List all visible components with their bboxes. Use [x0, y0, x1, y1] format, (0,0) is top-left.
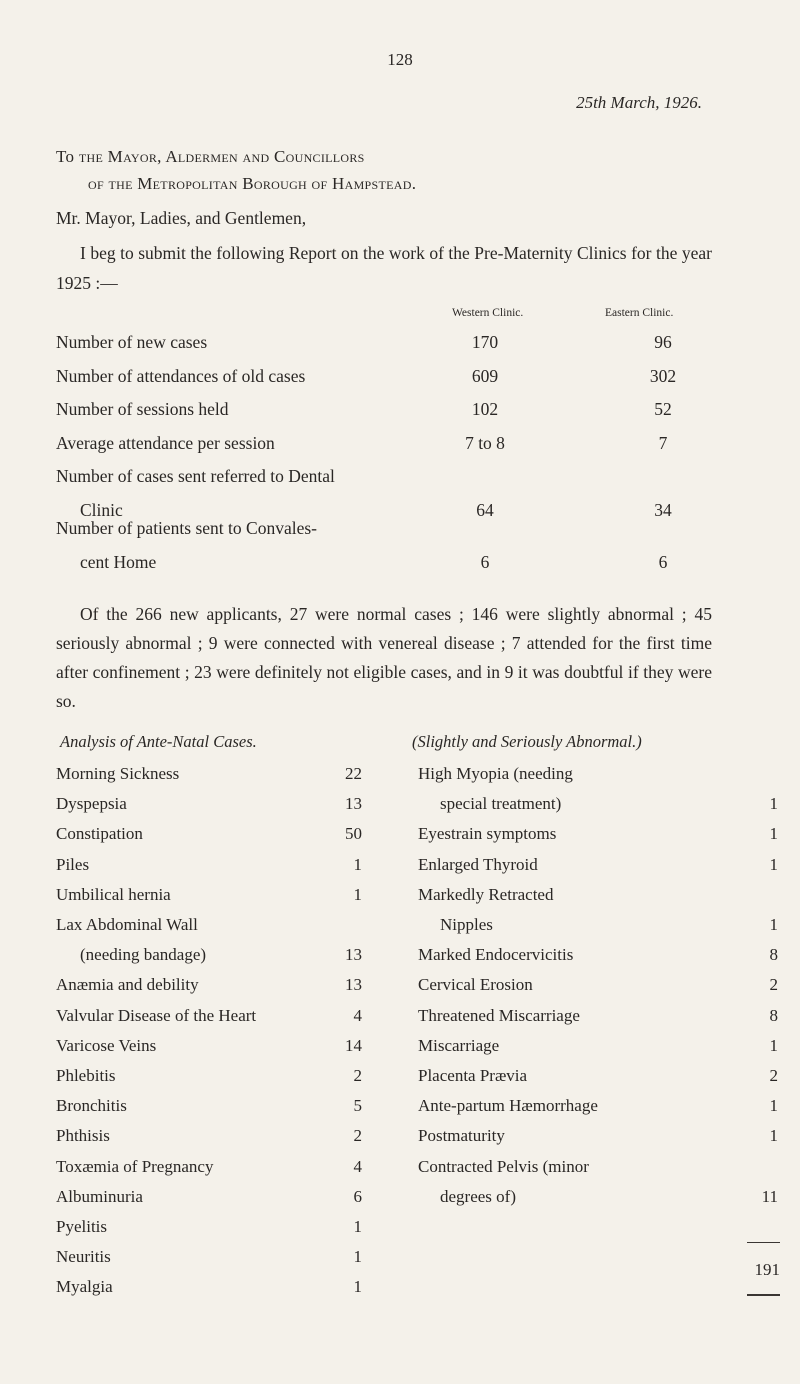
ailment-count: 1 — [769, 854, 778, 874]
western-value: 102 — [471, 399, 499, 419]
ailment-label: Pyelitis — [56, 1217, 108, 1236]
ailment-label: Nipples — [440, 915, 493, 934]
ailment-label: Constipation — [56, 824, 143, 844]
clinic-row-label: Number of sessions held — [56, 399, 229, 419]
page-number: 128 — [387, 50, 413, 69]
western-clinic-header: Western Clinic. — [452, 307, 524, 319]
ailment-label: Myalgia — [56, 1277, 113, 1297]
address-line-2 — [88, 174, 416, 194]
eastern-value: 34 — [654, 500, 672, 520]
analysis-total: 191 — [754, 1260, 780, 1279]
ailment-count: 13 — [345, 975, 362, 995]
ailment-label: Marked Endocervicitis — [418, 945, 574, 965]
total-rule-top — [747, 1242, 780, 1243]
ailment-label: Toxæmia of Pregnancy — [56, 1156, 214, 1176]
ailment-count: 5 — [353, 1096, 362, 1116]
clinic-row-label: Number of patients sent to Convales- — [56, 518, 317, 538]
ailment-count: 14 — [345, 1035, 362, 1055]
intro-paragraph: I beg to submit the following Report on the work of the Pre-Maternity Clinics for the year 1925 :— — [56, 243, 712, 293]
ailment-count: 2 — [769, 975, 778, 995]
ailment-label: Neuritis — [56, 1247, 111, 1267]
western-value: 7 to 8 — [465, 433, 505, 453]
ailment-count: 50 — [345, 824, 362, 844]
ailment-label: Morning Sickness — [56, 764, 180, 783]
ailment-count: 8 — [769, 1005, 778, 1025]
ailment-label: Bronchitis — [56, 1096, 127, 1116]
ailment-count: 4 — [353, 1156, 362, 1176]
clinic-row-label: Average attendance per session — [56, 433, 275, 453]
ailment-label: Placenta Prævia — [418, 1066, 528, 1085]
ailment-count: 1 — [353, 1277, 362, 1297]
western-value: 609 — [471, 366, 499, 386]
ailment-count: 2 — [769, 1066, 778, 1085]
ailment-count: 1 — [353, 884, 362, 904]
address-to: To — [56, 147, 75, 166]
ailment-label: Ante-partum Hæmorrhage — [418, 1096, 598, 1116]
ailment-label: Dyspepsia — [56, 794, 127, 814]
ailment-count: 2 — [353, 1126, 362, 1146]
salutation: Mr. Mayor, Ladies, and Gentlemen, — [56, 208, 307, 228]
ailment-label: degrees of) — [440, 1186, 516, 1206]
ailment-label: Cervical Erosion — [418, 975, 533, 995]
ailment-count: 22 — [345, 764, 362, 783]
clinic-row-label-cont: Clinic — [80, 500, 123, 520]
clinic-row-label: Number of new cases — [56, 332, 208, 352]
ailment-label: Albuminuria — [56, 1186, 143, 1206]
analysis-subheading: (Slightly and Seriously Abnormal.) — [412, 732, 642, 751]
ailment-label: Eyestrain symptoms — [418, 824, 557, 844]
total-rule-bottom — [747, 1294, 780, 1296]
eastern-value: 302 — [649, 366, 677, 386]
eastern-value: 6 — [658, 552, 668, 572]
ailment-label: Phthisis — [56, 1126, 110, 1146]
ailment-count: 1 — [769, 1035, 778, 1055]
ailment-label: Lax Abdominal Wall — [56, 915, 198, 934]
ailment-label: Anæmia and debility — [56, 975, 199, 995]
western-value: 64 — [476, 500, 494, 520]
report-date: 25th March, 1926. — [576, 93, 702, 112]
ailment-label: Miscarriage — [418, 1035, 500, 1055]
ailment-count: 8 — [769, 945, 778, 965]
ailment-label: Postmaturity — [418, 1126, 505, 1146]
ailment-label: (needing bandage) — [80, 945, 207, 965]
ailment-label: Piles — [56, 854, 90, 874]
ailment-label: Threatened Miscarriage — [418, 1005, 580, 1025]
ailment-label: Varicose Veins — [56, 1035, 157, 1055]
analysis-heading: Analysis of Ante-Natal Cases. — [60, 732, 257, 751]
eastern-value: 52 — [654, 399, 672, 419]
ailment-count: 13 — [345, 945, 362, 965]
ailment-count: 11 — [761, 1186, 778, 1206]
ailment-count: 4 — [353, 1005, 362, 1025]
western-value: 6 — [480, 552, 490, 572]
western-value: 170 — [471, 332, 499, 352]
address-borough: of the Metropolitan Borough of Hampstead. — [88, 174, 417, 193]
ailment-label: Phlebitis — [56, 1066, 116, 1085]
ailment-count: 1 — [353, 854, 362, 874]
eastern-clinic-header: Eastern Clinic. — [605, 307, 674, 319]
ailment-label: Valvular Disease of the Heart — [56, 1005, 257, 1025]
ailment-count: 1 — [769, 794, 778, 814]
eastern-value: 7 — [658, 433, 668, 453]
ailment-count: 6 — [353, 1186, 362, 1206]
ailment-count: 1 — [769, 824, 778, 844]
ailment-count: 1 — [769, 915, 778, 934]
ailment-label: Enlarged Thyroid — [418, 854, 538, 874]
address-line-1 — [56, 147, 365, 167]
ailment-label: High Myopia (needing — [418, 764, 573, 783]
ailment-label: Umbilical hernia — [56, 884, 171, 904]
ailment-count: 2 — [353, 1066, 362, 1085]
clinic-row-label: Number of attendances of old cases — [56, 366, 306, 386]
ailment-count: 1 — [353, 1217, 362, 1236]
ailment-label: Markedly Retracted — [418, 884, 554, 904]
ailment-label: Contracted Pelvis (minor — [418, 1156, 589, 1176]
ailment-count: 13 — [345, 794, 362, 814]
ailment-count: 1 — [353, 1247, 362, 1267]
ailment-label: special treatment) — [440, 794, 562, 814]
clinic-row-label-cont: cent Home — [80, 552, 157, 572]
ailment-count: 1 — [769, 1126, 778, 1146]
eastern-value: 96 — [654, 332, 672, 352]
applicants-paragraph: Of the 266 new applicants, 27 were normal cases ; 146 were slightly abnormal ; 45 seriously abnormal ; 9 were connected with venereal disease ; 7 attended for the first time after confinement ; 23 were definitely not eligible cases, and in 9 it was doubtful if they were so. — [56, 604, 712, 711]
clinic-row-label: Number of cases sent referred to Dental — [56, 466, 335, 486]
ailment-count: 1 — [769, 1096, 778, 1116]
address-recipients: the Mayor, Aldermen and Councillors — [78, 147, 365, 166]
